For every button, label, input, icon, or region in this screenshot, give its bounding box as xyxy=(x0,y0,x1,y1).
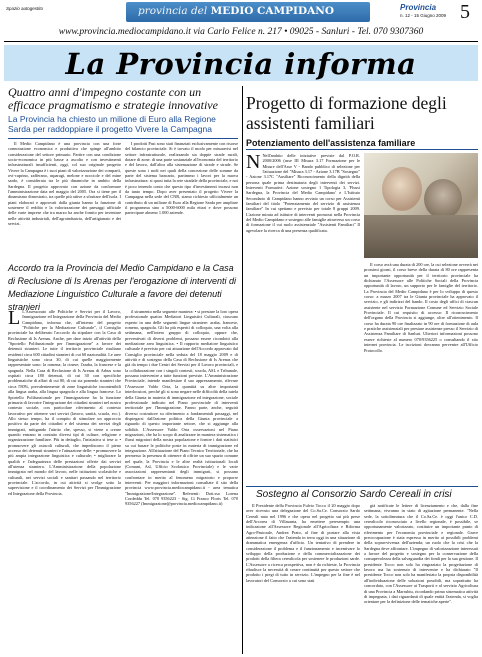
divider xyxy=(8,138,238,139)
article1-column-right: I prodotti Pasi sono stati finanziati esclusivamente con risorse del bilancio provinciale. Si è trovato il modo per misuravisi nel settore infrastrutturale, realizzando sia doppie strade rurali, dotare di zone. di una parte sostanziale all'economia del territorio e del lavoro, dall'altra alla sistemazione di strade e strade. Se queste sono i nodi nei quali della concezione delle somme da parte del sistema bancario, partimmo i lavori per la nuova infrastruttura: si quasi tutta la rete stradale della provinciale, e noi è poco tenendo conto che questo tipo d'investimenti incassi non da tanto tempo. Dopo aver presentato il progetto Vivere la Campagna nella sede del CNR, siamo richiesto ufficialmente un contributo di un milione di Euro alla Regione Sarda per ampliare il programma sino a 5000-6000 mila ettari e dove possono partecipare almeno 1.000 aziende. xyxy=(125,141,238,216)
contact-line: www.provincia.mediocampidano.it via Carlo Felice n. 217 • 09025 - Sanluri - Tel. 070 9307360 xyxy=(58,27,424,37)
banner-title: La Provincia informa xyxy=(65,47,417,81)
article2-headline: Accordo tra la Provincia del Medio Campidano e la Casa di Reclusione di Is Arenas per l'erogazione di interventi di Mediazione Linguistico Culturale a favore dei detenuti stranieri xyxy=(8,263,237,312)
divider xyxy=(4,41,478,42)
article1-column-left: Il Medio Campidano è una provincia con una forte connotazione economica e produttiva che spinge all'ambito considerazione del settore primario. Partire con una condizione socio-economica in più basse a ascolto e con investimenti infrastrutturali insufficienti, oggi, col suo originale progetto Vivere la Campagna è i suoi piani di valorizzazione dei compartì, ovi-caprino, zafferano, asparagi, melone e nocciole e del mine sardo, è considerata tra le più dinamiche in ambito della Sardegna. Il progetto approvato con azione da conformare l'amministrazione data nel maggio del 2005. Ora si tiene per il dinamismo dimostrato, tra quelle più attive a sfruttare dell'isola. I piani elaborati e approvati dalla giunta hanno la funzione di sostenere il reddito e la valorizzazione dei paesaggi ufficiale delle varie imprese che tra marzo ha anche fornito per inventare nelle attività industriali, dell'agroindustria, dell'artigianato e dei servizi. xyxy=(8,141,121,227)
photo-figure xyxy=(424,179,462,219)
article3-deck: Potenziamento dell'assistenza familiare xyxy=(246,138,416,148)
photo-figure xyxy=(382,167,422,211)
column-separator xyxy=(242,86,243,654)
issue-date: n. 12 - 15 Giugno 2009 xyxy=(400,13,447,18)
divider xyxy=(246,486,478,487)
article4-headline: Sostegno al Consorzio Sardo Cereali in crisi xyxy=(256,489,452,500)
page-header xyxy=(0,0,482,40)
article4-column-2: già notificate le lettere di licenziamento e che, dalla fine settimana, vivranno in stato di agitazione permanente. "Nella sede, la sottolineatura che il Co.Sa.Ce. è oggi l'unico C.D. cerealicolo riconosciuto a livello regionale, è possibile, se opportunamente valorizzato, costituire un importante punto di riferimento per l'economia provinciale e regionale. Grave preoccupazione è stata espressa in merito ai possibili problemi della sopravvivenza dell'azienda; un ruolo che la crisi che la Sardegna deve affrontare. L'impegno di valorizzazione interessati a favore del progetto e sostegno per la conservazione della consapevolezza della salvaguardia dei fondi per la sua gestione. Il presidente Tocco non solo ha ringraziato la progettazione di lavoro ma ha sostenuto di intervenire e ha dichiarato "Il presidente Tocco non solo ha manifestato la propria disponibilità all'individuazione delle soluzioni possibili, ma soprattutto ha concordato, con l'Assessore ai Trasporti e al servizio Agricoltura di una Provincia a Marrubiu, ricordando prima sistematica attività di impegnata, i dati riguardanti di quale entità l'azienda, si voglia orientare per la definizione delle tematiche aperte". xyxy=(364,503,478,605)
section-label: Spazio autogestito xyxy=(6,6,44,11)
article3-column-1: N Nell'ambito delle iniziative previste dal P.O.R. 2000/2006 (asse III Misura 3.17 Formazione per le Misure dell'Asse V - Bando pubblico di selezione per l'attuazione del "Misura 3.17 - Azione 3.17B "Sostegno" - Azione 3.17C "Ausiliare" Riconoscimento della dignità della persona quale prima destinataria degli interventi dei servizi. Interventi Formativi: Azione sostegno 1 Tipologia 3, 'Flussi Sardegna, la Provincia del Medio Campidano' e L'Istituto Secondario di Campidano hanno avviato un corso per Assistenti familiari del titolo "Potenziamento del servizio di assistenza familiare" In cui spettano e previsto per totale 8 gruppi 2009. L'azione mirata ad istituire di interventi promossi nella Provincia del Medio Campidano e sostegno alle famiglie attraverso un corso di formazione il cui ruolo assistenziale "Assistenti Familiari" Il agevolare la ricerca di una presenza qualificata. xyxy=(246,153,360,233)
photo-ground xyxy=(364,215,478,258)
article3-headline: Progetto di formazione degli assistenti familiari xyxy=(246,93,447,133)
page-number: 5 xyxy=(460,1,470,23)
article2-column-1: L L'Assessorato alle Politiche e Servizi per il Lavoro, Immigrazione ed Integrazione della Provincia del Medio Campidano, informa che, all'interno del progetto "Politiche per la Mediazione Culturale", il Consiglio provinciale ha deliberato l'accordo da stipulare con la Casa di Reclusione di Is Arenas. Anche, per dare inizio all'attività dello "Sportello Polifunzionale per l'immigrazione" a favore dei detenuti stranieri. Le tutte il territorio provinciale risultano residenti circa 600 cittadini stranieri di cui 60 nazionalità. Le aree linguistiche sono circa 30, di cui quelle maggiormente rappresentate sono: la romena; la cinese; l'araba, la francese e la spagnola. Nella Casa di Reclusione di Is Arenas di Arbus sono ospitati circa 180 detenuti, di cui 30 con specifiche problematiche di affari di cui 80, di cui sta ponendo stranieri che circa l'80%, prevalentemente di zone linguistiche incontenibili alla lingua araba, alla lingua spagnola e alla lingua francese. Lo Sportello Polifunzionale per l'immigrazione ha la funzione primaria di favorire l'integrazione dei cittadini stranieri nel nostro contesto sociale, con particolare riferimento al contesto lavorativo per ottenere vari servizi (lavoro, sanità, scuola, ecc.). Allo stesso tempo, ha il compito di stimolare un approccio positivo da parte dei cittadini e del sistema dei servizi degli immigrati, mitigando l'attrito che, spesso, si viene a creare quando entrano in contatto diversi tipi di culture, religione e organizzazione familiare. Più in dettaglio, l'iniziativa si tese a: • promuovere gli ostacoli culturali, che impediscono il pieno accesso dei detenuti stranieri e l'attuazione delle: • promuovere la più ampia integrazione linguistica e culturale; • migliorare la qualità e l'adeguatezza delle prestazioni offerte dai servizi all'utenza straniera. L'Amministrazione della popolazione immigrata nel mondo del lavoro, nelle istituzioni scolastiche e culturali, nei servizi sociali e sanitari passando nel territorio provinciale. L'accordo, in cui attività si svolge sotto la supervisione e il coordinamento dei Servizi per l'Immigrazione ed Integrazione della Provincia. xyxy=(8,309,121,496)
section-banner xyxy=(4,45,478,81)
article4-column-1: Il Presidente della Provincia Fulvio Tocco il 20 maggio dopo aver ricevuto una delegazione del Co.Sa.Ce. Consorzio Sardo Cereali nato nel 1996 e che opera nel progetto sui più prese dell'Arcorea di Villasanta, ha emettere peresempio una indicazione all'Assessore Regionale all'Agricoltura e Riforma Agro-Pastorale, Andrea Prato, al fine di portare alla vista attenzione il fatto che l'azienda in terra oggi in una situazione di drammatica emergenza d'ufficio. Un tentativo di prendere in considerazione il problema e il funzionamento e incentivare lo sviluppo della produzione e della commercializzazione dei prodotti della filiera cerealicola per sostenere le produzioni sarde. L'Assessore a ricerca prospettiva, non è da richieste, la Provincia ribadisce la necessità di creare continuità per questo settore che prodotto i pregi di tutto in servizio. L'impegno per la fine è nel lavoratori del Consorzio a cui sono stati xyxy=(246,503,360,583)
divider xyxy=(246,149,478,150)
drop-cap: N xyxy=(246,153,261,173)
drop-cap: L xyxy=(8,309,21,329)
brand-name: MEDIO CAMPIDANO xyxy=(210,5,334,17)
article2-column-2: il strumento nella seguente maniera: • si prestare la loro opera professionale quattro Mediatori Linguistici Culturali, ciascuno esperto in una delle seguenti lingue straniere: araba, francese, romeno, spagnola. Gli ha più esperiti di colloquio, una volta alla settimana, nell'intero gruppo di colloquio, oppure che, preventivati di diversi problemi, possano essere ricondotti alla mediazione area linguistica. • Il rapporto mediatore linguistico culturale è previsto per cui attuazione dell'Accordo approvato dal Consiglio provinciale nella seduta del 18 maggio 2009 e di attività e di sostegno della Casa di Reclusione di Is Arenas che già da tempo i due Centri dei Servizi per il Lavoro provinciali, e la collaborazione con i singoli contesti, scuola, ASL e Tribunale, possano intervenire a tutte funzioni previste. L'Amministrazione Provinciale, intende manifestare il suo apprezzamento, rilevare l'Assessore Valdo Orta, la quantità su altre importanti interlocutori, perché gli si sono negare nelle difficoltà della tutela della Giunta in materia di immigrazione ed integrazione, sociale professionale indicato nel Piano provinciale di interventi territoriale per l'Immigrazione. Fanno parte, anche, seguirà diverso costruttore su riferimento a fondamentali passaggi, nel dispiegarsi dall'azione politica della Giunta provinciale a riguardo di questo importante settore, che si aggiunge alla solidità. L'Assessore Valdo Orta osservazioni nel Piano migrazioni, che ha lo scopo di analizzare in maniera sistematica i flussi migratori della nostra popolazione e fornire i dati statistici su cui basare le politiche poste in materia di immigrazione ed integrazione. All'attuazione del Piano Tecnico Territoriale, che ha permesso la presenza di ottenere di offrire un suo spazio comune nel quale, la Provincia e le altre realtà istituzionali locali (Comuni, Asl, Ufficio Scolastico Provinciale) e le varie associazioni rappresentanti degli immigrati, si possano confrontare in merito al fenomeno migratorio e proporre interventi. Per maggiori informazioni consultate il sito della provincia www.provincia.mediocampidano.it - area tematica "Immigrazione/Integrazione". Referenti: Dott.ssa Lorena Cordeddu Tel. 070 9356223 - Sig. Ci Franco Floris Tel. 070 9356227 (Immigrazione@provincia.mediocampidano.it) xyxy=(125,309,238,507)
brand-prefix: provincia del xyxy=(138,5,208,17)
article1-deck: La Provincia ha chiesto un milione di Euro alla Regione Sarda per raddoppiare il progetto Vivere la Campagna xyxy=(8,114,216,134)
article1-headline: Quattro anni d'impegno costante con un efficace pragmatismo e strategie innovative xyxy=(8,85,218,112)
article3-column-2: Il corso avrà una durata di 200 ore, la cui selezione avverrà nei prossimi giorni, il corso breve della durata di 80 ore rappresenta un importante opportunità per il territorio provinciale ha dichiarato l'Assessore alle Politiche Sociali della Provincia opportunità di lavoro, un supporto per le famiglie del territorio. La Provincia del Medio Campidano è per lo sviluppo di questo corso: a marzo 2007 tra le Giunta provinciale ha approvato il servizio, e gli indirizzi del bando. Il costo degli uffici di ciascun assistente nel servizio Formazione Comune ed Servizio Sociale Provinciale. Il cui requisito di accesso: Il riconoscimento dell'organo della Provincia si aggiunge, oltre all'ottenimento. Il corso ha durata 90 ore finalizzato in 90 ore di formazione di aula e pratiche assistenziali per prestare assistenze presso il Servizio di Assistenza Familiare di Sanluri. Ulteriori informazioni possono essere richieste al numero 070/9356225 o consultando il sito internet provincia. Le iscrizioni dovranno pervenire all'Ufficio Protocollo. xyxy=(364,262,478,353)
masthead-brand xyxy=(126,2,370,22)
caregiver-photo xyxy=(364,153,478,258)
publication-logo: Provincia xyxy=(400,3,437,12)
